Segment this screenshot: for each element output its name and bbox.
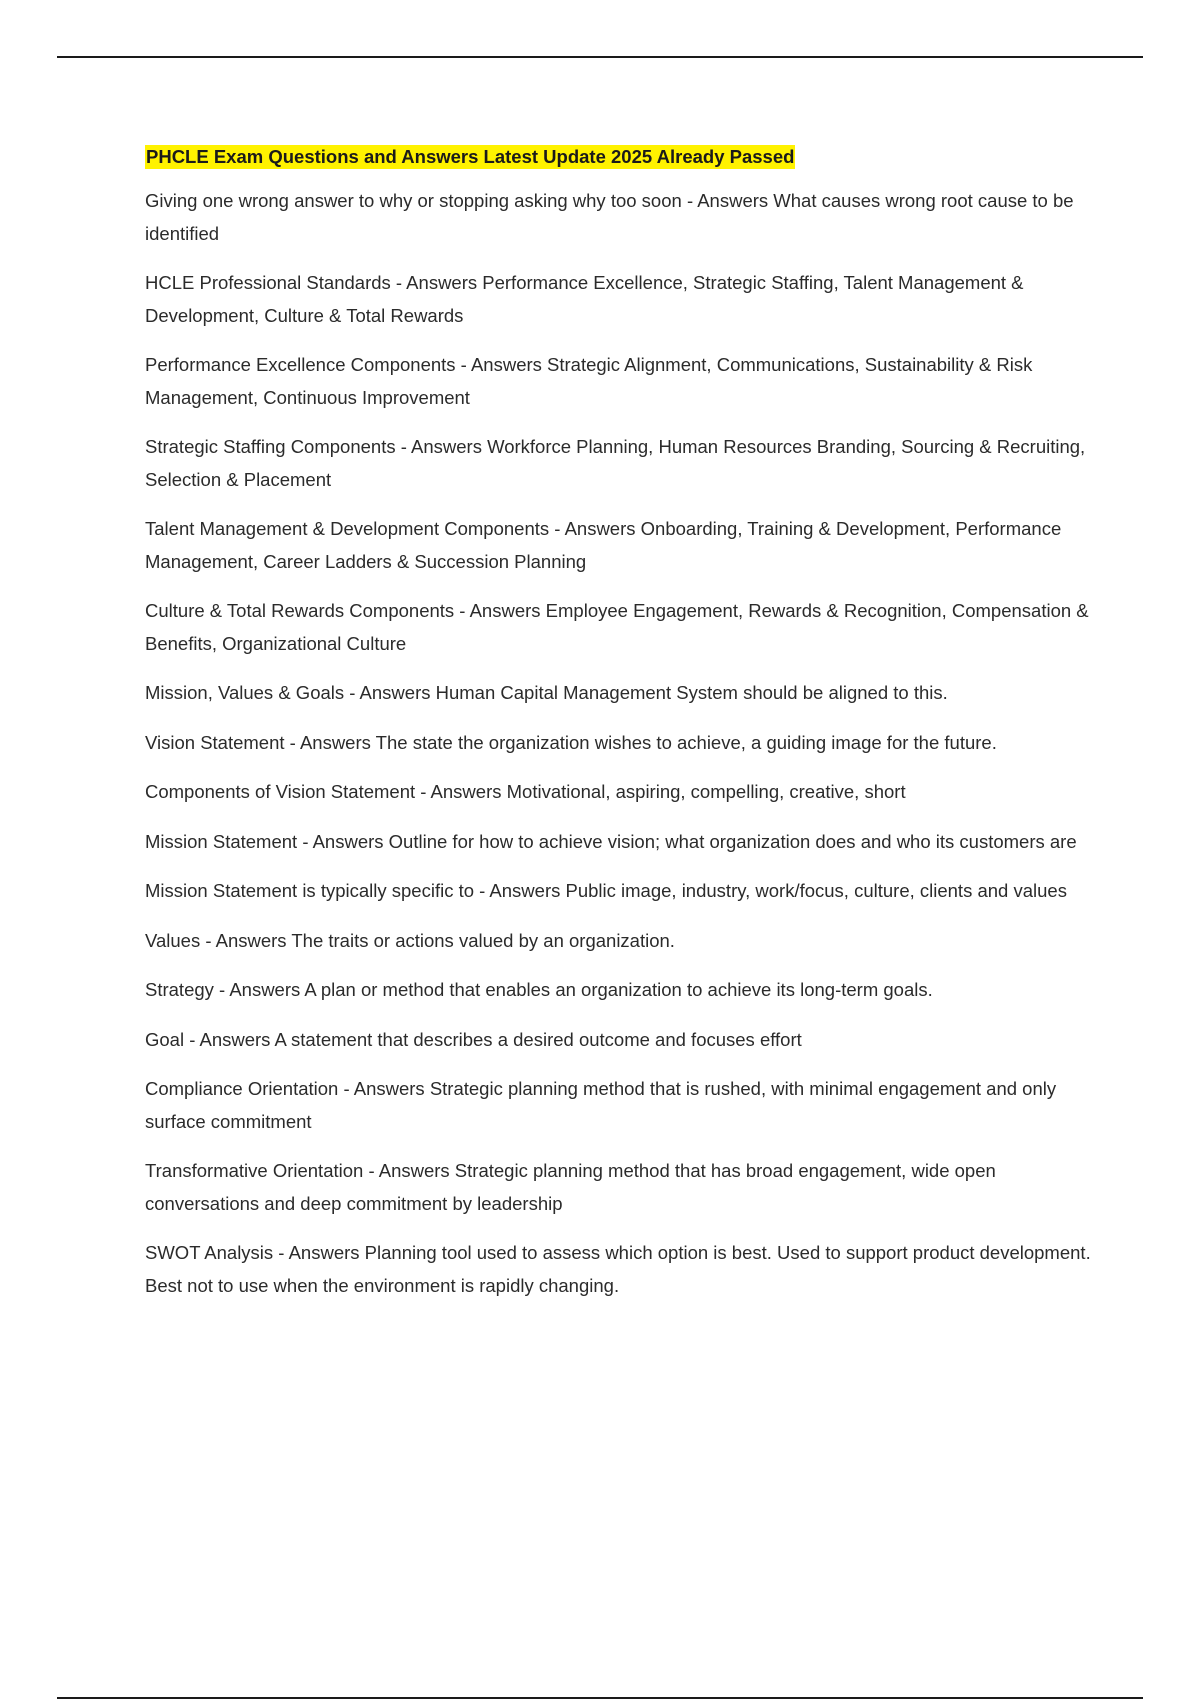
qa-entry: Culture & Total Rewards Components - Answers Employee Engagement, Rewards & Recognition, Compensation & Benefits, Organizational Culture: [145, 600, 1089, 654]
qa-entry: Strategic Staffing Components - Answers Workforce Planning, Human Resources Branding, Sourcing & Recruiting, Selection & Placement: [145, 436, 1086, 490]
qa-entry: Vision Statement - Answers The state the organization wishes to achieve, a guiding image for the future.: [145, 731, 997, 753]
qa-entry: HCLE Professional Standards - Answers Performance Excellence, Strategic Staffing, Talent Management & Development, Culture & Total Rewards: [145, 272, 1024, 326]
qa-entry: Strategy - Answers A plan or method that enables an organization to achieve its long-term goals.: [145, 979, 933, 1000]
qa-entry: Mission Statement is typically specific to - Answers Public image, industry, work/focus, culture, clients and values: [145, 880, 1067, 901]
qa-entry: Compliance Orientation - Answers Strategic planning method that is rushed, with minimal engagement and only surface commitment: [145, 1078, 1057, 1132]
qa-entry: Transformative Orientation - Answers Strategic planning method that has broad engagement, wide open conversations and deep commitment by leadership: [145, 1160, 996, 1214]
header-rule: [57, 56, 1143, 58]
qa-entry: Talent Management & Development Components - Answers Onboarding, Training & Development, Performance Management, Career Ladders & Succession Planning: [145, 518, 1062, 572]
footer-rule: [57, 1697, 1143, 1699]
qa-entry: Components of Vision Statement - Answers Motivational, aspiring, compelling, creative, short: [145, 781, 906, 802]
qa-entry: Giving one wrong answer to why or stopping asking why too soon - Answers What causes wrong root cause to be identified: [145, 190, 1074, 244]
document-title: PHCLE Exam Questions and Answers Latest Update 2025 Already Passed: [146, 146, 795, 167]
document-body: [145, 145, 1095, 1319]
qa-entry: Goal - Answers A statement that describes a desired outcome and focuses effort: [145, 1028, 802, 1050]
qa-entry: Values - Answers The traits or actions valued by an organization.: [145, 929, 675, 951]
qa-entry: Performance Excellence Components - Answers Strategic Alignment, Communications, Sustainability & Risk Management, Continuous Improvement: [145, 354, 1033, 408]
qa-entry: SWOT Analysis - Answers Planning tool used to assess which option is best. Used to support product development. Best not to use when the environment is rapidly changing.: [145, 1242, 1091, 1296]
qa-entry: Mission Statement - Answers Outline for how to achieve vision; what organization does and who its customers are: [145, 830, 1077, 852]
qa-entry: Mission, Values & Goals - Answers Human Capital Management System should be aligned to this.: [145, 682, 948, 703]
